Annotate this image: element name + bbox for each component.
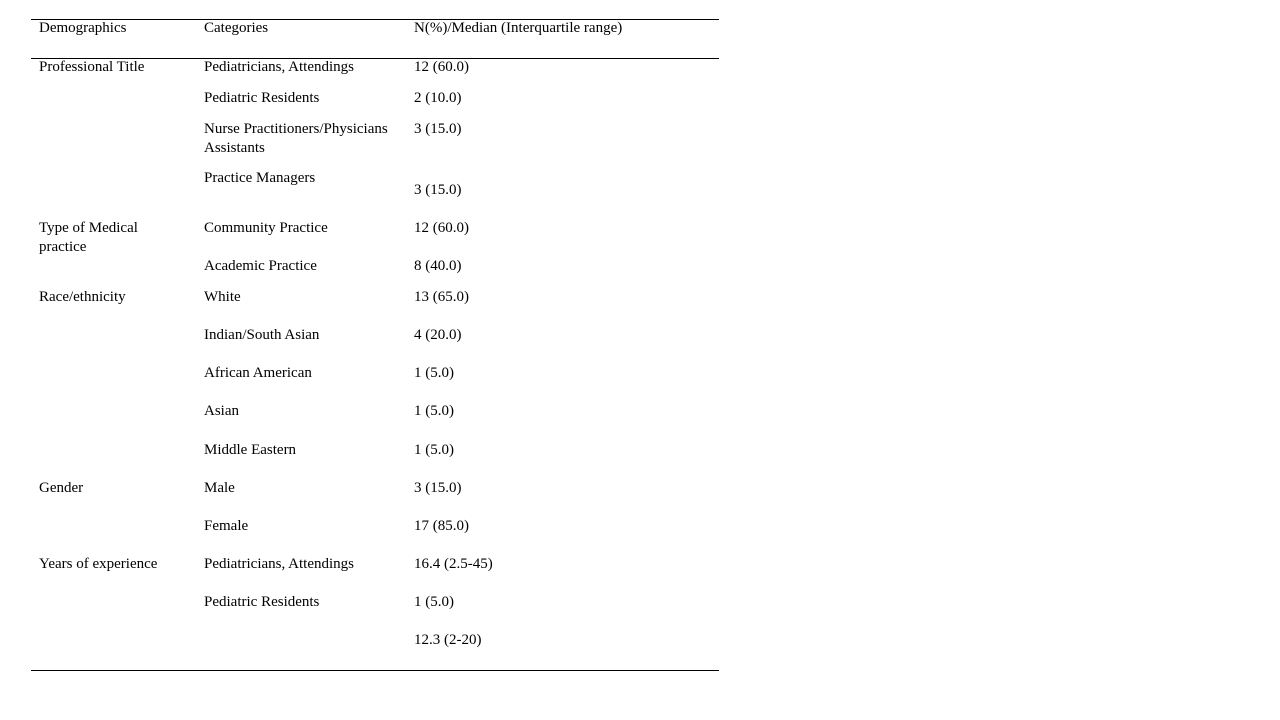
row-value: 1 (5.0) <box>414 594 454 610</box>
row-value: 1 (5.0) <box>414 403 454 419</box>
row-category: Practice Managers <box>204 170 316 186</box>
row-value: 12 (60.0) <box>414 59 469 75</box>
row-category: African American <box>204 365 312 381</box>
row-category: Pediatric Residents <box>204 90 320 106</box>
row-category: Community Practice <box>204 220 328 236</box>
row-value: 4 (20.0) <box>414 327 462 343</box>
group-label-gender: Gender <box>39 480 84 496</box>
row-category: Pediatricians, Attendings <box>204 59 354 75</box>
row-value: 12.3 (2-20) <box>414 632 482 648</box>
row-category: Male <box>204 480 235 496</box>
group-label-race-ethnicity: Race/ethnicity <box>39 289 126 305</box>
row-category: Academic Practice <box>204 258 317 274</box>
row-category: Pediatric Residents <box>204 594 320 610</box>
row-category: Nurse Practitioners/Physicians Assistants <box>204 121 388 156</box>
row-category: White <box>204 289 241 305</box>
row-category: Female <box>204 518 249 534</box>
row-category: Indian/South Asian <box>204 327 320 343</box>
row-value: 3 (15.0) <box>414 480 462 496</box>
group-label-years-of-experience: Years of experience <box>39 556 158 572</box>
row-value: 12 (60.0) <box>414 220 469 236</box>
row-value: 3 (15.0) <box>414 182 462 198</box>
header-demographics: Demographics <box>39 20 127 36</box>
row-value: 13 (65.0) <box>414 289 469 305</box>
row-value: 8 (40.0) <box>414 258 462 274</box>
header-categories: Categories <box>204 20 269 36</box>
row-value: 1 (5.0) <box>414 442 454 458</box>
header-value: N(%)/Median (Interquartile range) <box>414 20 623 36</box>
table-bottom-rule <box>31 670 719 671</box>
group-label-type-of-practice: Type of Medical practice <box>39 220 138 255</box>
row-value: 17 (85.0) <box>414 518 469 534</box>
row-value: 16.4 (2.5-45) <box>414 556 493 572</box>
row-value: 1 (5.0) <box>414 365 454 381</box>
row-value: 2 (10.0) <box>414 90 462 106</box>
row-value: 3 (15.0) <box>414 121 462 137</box>
row-category: Pediatricians, Attendings <box>204 556 354 572</box>
row-category: Middle Eastern <box>204 442 297 458</box>
group-label-professional-title: Professional Title <box>39 59 145 75</box>
row-category: Asian <box>204 403 239 419</box>
